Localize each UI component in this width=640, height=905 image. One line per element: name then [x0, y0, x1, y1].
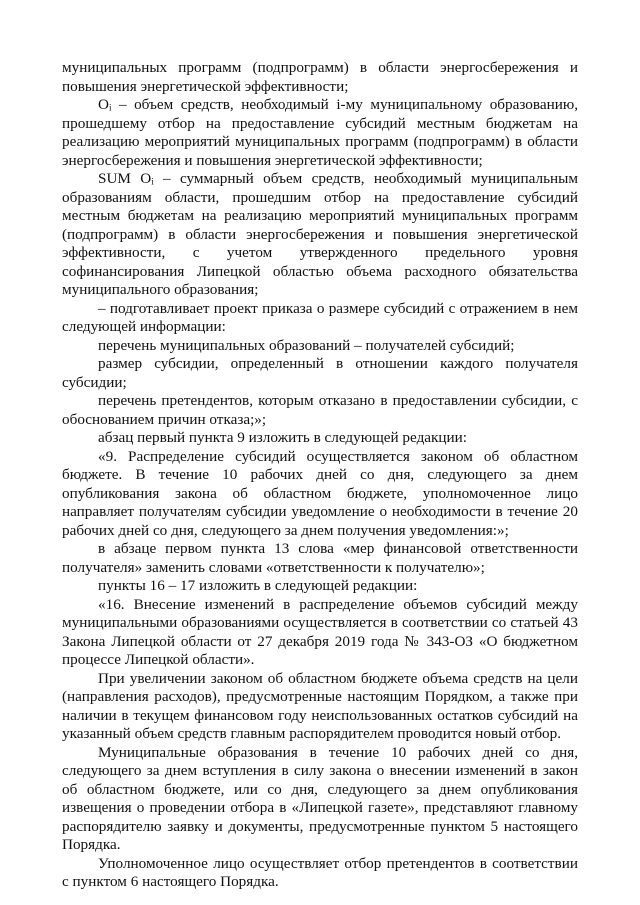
- paragraph-item9-text: «9. Распределение субсидий осуществляется законом об областном бюджете. В течение 10 рабочих дней со дня, следующего за днем опубликования закона об областном бюджете, уполномоченное лицо направляет получателям субсидии уведомление о необходимости в течение 20 рабочих дней со дня, следующего за днем получения уведомления:»;: [62, 447, 578, 539]
- paragraph-items16-17-header: пункты 16 – 17 изложить в следующей редакции:: [98, 577, 418, 594]
- paragraph-new-selection: При увеличении законом об областном бюджете объема средств на цели (направления расходов), предусмотренные настоящим Порядком, а также при наличии в текущем финансовом году неиспользованных остатков субсидий на указанный объем средств главным распорядителем проводится новый отбор.: [62, 669, 578, 742]
- paragraph-sum-oi-definition: SUM Оᵢ – суммарный объем средств, необходимый муниципальным образованиям области, прошедшим отбор на предоставление субсидий местным бюджетам на реализацию мероприятий муниципальных программ (подпрограмм) в области энергосбережения и повышения энергетической эффективности, с учетом утвержденного предельного уровня софинансирования Липецкой областью объема расходного обязательства муниципального образования;: [62, 170, 578, 298]
- paragraph-oi-definition: Оᵢ – объем средств, необходимый i-му муниципальному образованию, прошедшему отбор на предоставление субсидий местным бюджетам на реализацию мероприятий муниципальных программ (подпрограмм) в области энергосбережения и повышения энергетической эффективности;: [62, 96, 578, 169]
- paragraph-subsidy-size: размер субсидии, определенный в отношении каждого получателя субсидии;: [62, 355, 578, 391]
- paragraph-list-recipients: перечень муниципальных образований – получателей субсидий;: [98, 336, 515, 354]
- paragraph-refused-applicants: перечень претендентов, которым отказано в предоставлении субсидии, с обоснованием причин отказа;»;: [62, 392, 578, 428]
- paragraph-continuation: муниципальных программ (подпрограмм) в области энергосбережения и повышения энергетической эффективности;: [62, 59, 578, 95]
- paragraph-item9-header: абзац первый пункта 9 изложить в следующей редакции:: [98, 429, 468, 446]
- paragraph-item13-amendment: в абзаце первом пункта 13 слова «мер финансовой ответственности получателя» заменить словами «ответственности к получателю»;: [62, 540, 578, 576]
- paragraph-prepares-order: – подготавливает проект приказа о размере субсидий с отражением в нем следующей информации:: [62, 299, 578, 335]
- paragraph-municipal-application: Муниципальные образования в течение 10 рабочих дней со дня, следующего за днем вступления в силу закона о внесении изменений в закон об областном бюджете, или со дня, следующего за днем опубликования извещения о проведении отбора в «Липецкой газете», представляют главному распорядителю заявку и документы, предусмотренные пунктом 5 настоящего Порядка.: [62, 743, 578, 853]
- paragraph-authorized-person: Уполномоченное лицо осуществляет отбор претендентов в соответствии с пунктом 6 настоящего Порядка.: [62, 854, 578, 890]
- paragraph-item16-text: «16. Внесение изменений в распределение объемов субсидий между муниципальными образованиями осуществляется в соответствии со статьей 43 Закона Липецкой области от 27 декабря 2019 года № 343-ОЗ «О бюджетном процессе Липецкой области».: [62, 595, 578, 668]
- document-page: [62, 59, 578, 892]
